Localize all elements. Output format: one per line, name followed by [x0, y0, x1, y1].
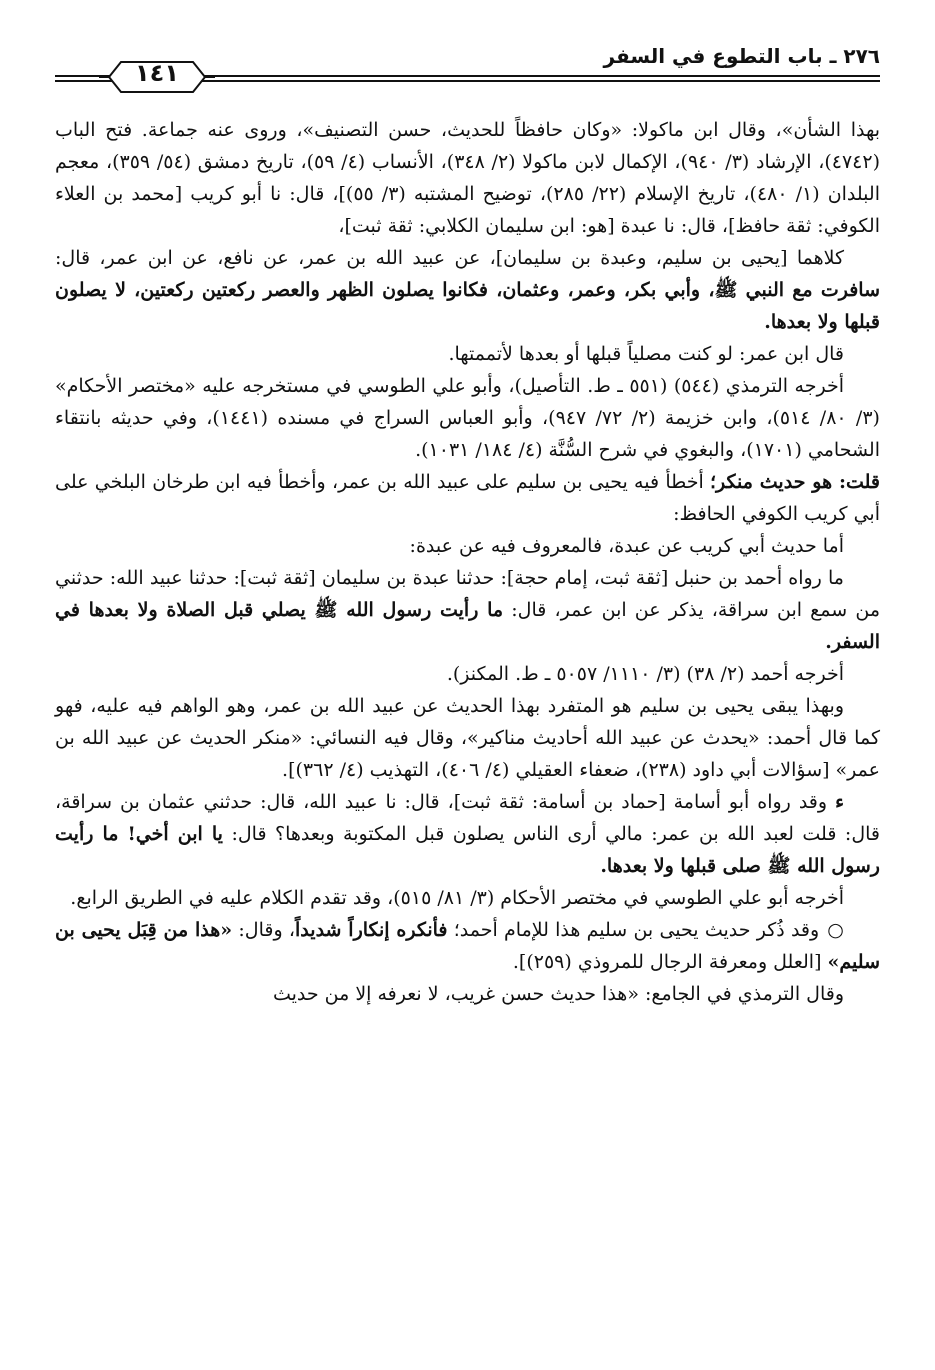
running-title: ٢٧٦ ـ باب التطوع في السفر — [603, 44, 880, 68]
paragraph-abu-usama — [55, 786, 880, 882]
paragraph-text: ، وقال: — [232, 919, 296, 941]
paragraph-hadith — [55, 242, 880, 338]
paragraph-ahmad-narration — [55, 562, 880, 658]
paragraph-takhrij — [55, 658, 880, 690]
paragraph-text: أخرجه الترمذي (٥٤٤) (٥٥١ ـ ط. التأصيل)، وأبو علي الطوسي في مستخرجه عليه «مختصر الأحكام» (٣/ ٨٠/ ٥١٤)، وابن خزيمة (٢/ ٧٢/ ٩٤٧)، وأبو العباس السراج في مسنده (١٤٤١)، وفي حديثه بانتقاء الشحامي (١٧٠١)، والبغوي في شرح السُّنَّة (٤/ ١٨٤/ ١٠٣١). — [55, 375, 880, 461]
paragraph-text: قال ابن عمر: لو كنت مصلياً قبلها أو بعدها لأتممتها. — [448, 343, 844, 365]
paragraph-text: وبهذا يبقى يحيى بن سليم هو المتفرد بهذا الحديث عن عبيد الله بن عمر، وهو الواهم فيه عليه، فهو كما قال أحمد: «يحدث عن عبيد الله أحاديث مناكير»، وقال فيه النسائي: «منكر الحديث عن عبيد الله بن عمر» [سؤالات أبي داود (٢٣٨)، ضعفاء العقيلي (٤/ ٤٠٦)، التهذيب (٤/ ٣٦٢)]. — [55, 695, 880, 781]
hadith-matn: يا ابن أخي! ما رأيت رسول الله ﷺ صلى قبلها ولا بعدها. — [55, 823, 880, 877]
emphasis-text: فأنكره إنكاراً شديداً — [295, 919, 448, 941]
paragraph-text: وقد ذُكر حديث يحيى بن سليم هذا للإمام أحمد؛ — [447, 919, 820, 941]
paragraph-quote — [55, 338, 880, 370]
paragraph-tirmidhi — [55, 978, 880, 1010]
paragraph-analysis — [55, 690, 880, 786]
paragraph-text: ما رواه أحمد بن حنبل [ثقة ثبت، إمام حجة]: حدثنا عبدة بن سليمان [ثقة ثبت]: حدثنا عبيد الله: حدثني من سمع ابن سراقة، يذكر عن ابن عمر، قال: — [55, 567, 880, 621]
paragraph-text: [العلل ومعرفة الرجال للمروذي (٢٥٩)]. — [512, 951, 828, 973]
paragraph-text: وقد رواه أبو أسامة [حماد بن أسامة: ثقة ثبت]، قال: نا عبيد الله، قال: حدثني عثمان بن سراقة، قال: قلت لعبد الله بن عمر: مالي أرى الناس يصلون قبل المكتوبة وبعدها؟ قال: — [55, 791, 880, 845]
paragraph-takhrij — [55, 370, 880, 466]
page-header — [55, 38, 880, 94]
page-number: ١٤١ — [135, 59, 179, 87]
hadith-matn: سافرت مع النبي ﷺ، وأبي بكر، وعمر، وعثمان، فكانوا يصلون الظهر والعصر ركعتين ركعتين، لا يصلون قبلها ولا بعدها. — [55, 279, 880, 333]
paragraph-text: أخرجه أحمد (٢/ ٣٨) (٣/ ١١١٠/ ٥٠٥٧ ـ ط. المكنز). — [446, 663, 844, 685]
main-text — [55, 114, 880, 1010]
verdict-label: قلت: هو حديث منكر؛ — [710, 471, 880, 493]
hadith-matn: ما رأيت رسول الله ﷺ يصلي قبل الصلاة ولا بعدها في السفر. — [55, 599, 880, 653]
paragraph-takhrij — [55, 882, 880, 914]
bullet-marker: ○ — [827, 919, 844, 941]
emphasis-quote: «هذا من قِبَل يحيى بن سليم» — [55, 919, 880, 973]
paragraph-verdict — [55, 466, 880, 530]
paragraph-text: أما حديث أبي كريب عن عبدة، فالمعروف فيه عن عبدة: — [409, 535, 844, 557]
paragraph-text: أخرجه أبو علي الطوسي في مختصر الأحكام (٣/ ٨١/ ٥١٥)، وقد تقدم الكلام عليه في الطريق الرابع. — [70, 887, 844, 909]
bullet-marker: ء — [835, 791, 844, 813]
paragraph-text: بهذا الشأن»، وقال ابن ماكولا: «وكان حافظاً للحديث، حسن التصنيف»، وروى عنه جماعة. فتح الباب (٤٧٤٢)، الإرشاد (٣/ ٩٤٠)، الإكمال لابن ماكولا (٢/ ٣٤٨)، الأنساب (٤/ ٥٩)، تاريخ دمشق (٥٤/ ٣٥٩)، معجم البلدان (١/ ٤٨٠)، تاريخ الإسلام (٢٢/ ٢٨٥)، توضيح المشتبه (٣/ ٥٥)]، قال: نا أبو كريب [محمد بن العلاء الكوفي: ثقة حافظ]، قال: نا عبدة [هو: ابن سليمان الكلابي: ثقة ثبت]، — [55, 119, 880, 237]
paragraph-continuation — [55, 114, 880, 242]
page-number-frame — [95, 58, 219, 96]
paragraph-text: أخطأ فيه يحيى بن سليم على عبيد الله بن عمر، وأخطأ فيه ابن طرخان البلخي على أبي كريب الكوفي الحافظ: — [55, 471, 880, 525]
paragraph-text: وقال الترمذي في الجامع: «هذا حديث حسن غريب، لا نعرفه إلا من حديث — [272, 983, 844, 1005]
paragraph-ahmad-opinion — [55, 914, 880, 978]
paragraph-text: كلاهما [يحيى بن سليم، وعبدة بن سليمان]، عن عبيد الله بن عمر، عن نافع، عن ابن عمر، قال: — [55, 247, 844, 269]
paragraph-intro — [55, 530, 880, 562]
